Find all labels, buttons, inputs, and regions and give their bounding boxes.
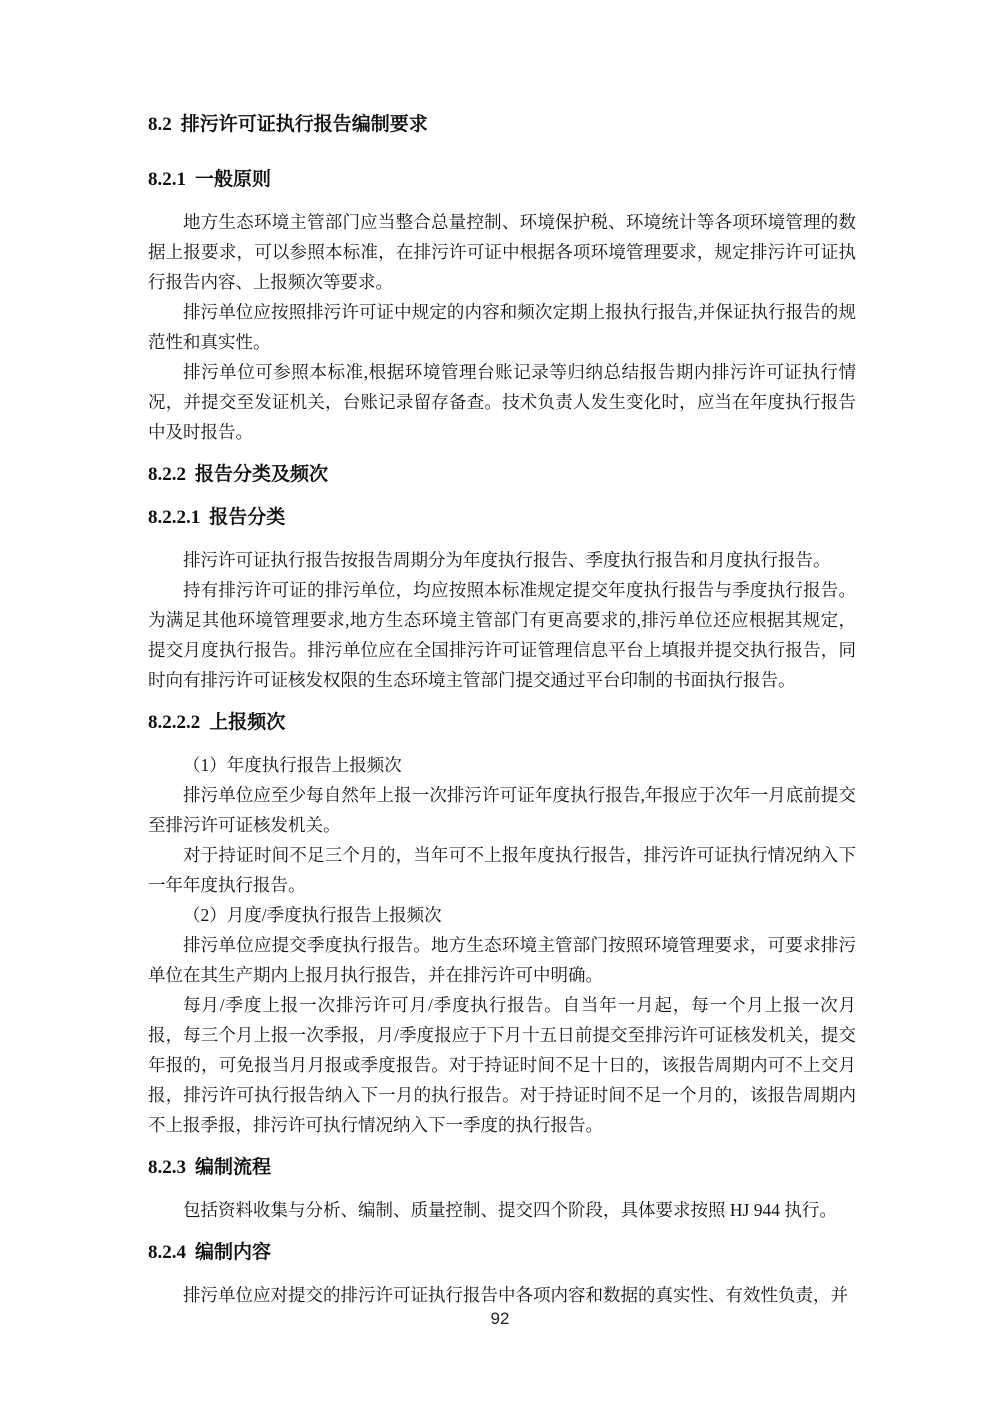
- heading-number: 8.2.2.1: [148, 507, 201, 528]
- paragraph: 排污单位可参照本标准,根据环境管理台账记录等归纳总结报告期内排污许可证执行情况，并提交至发证机关，台账记录留存备查。技术负责人发生变化时，应当在年度执行报告中及时报告。: [148, 362, 856, 442]
- heading-text: 上报频次: [209, 712, 286, 733]
- heading-number: 8.2: [148, 114, 172, 135]
- section-heading-8-2: [148, 110, 856, 140]
- paragraph: 排污单位应按照排污许可证中规定的内容和频次定期上报执行报告,并保证执行报告的规范性和真实性。: [148, 302, 856, 352]
- section-heading-8-2-2-1: [148, 503, 856, 533]
- list-item-1: （1）年度执行报告上报频次: [183, 755, 402, 775]
- paragraph: 持有排污许可证的排污单位，均应按照本标准规定提交年度执行报告与季度执行报告。为满足其他环境管理要求,地方生态环境主管部门有更高要求的,排污单位还应根据其规定，提交月度执行报告。排污单位应在全国排污许可证管理信息平台上填报并提交执行报告，同时向有排污许可证核发权限的生态环境主管部门提交通过平台印制的书面执行报告。: [148, 580, 856, 690]
- paragraph: 排污单位应提交季度执行报告。地方生态环境主管部门按照环境管理要求，可要求排污单位在其生产期内上报月执行报告，并在排污许可中明确。: [148, 935, 856, 985]
- heading-number: 8.2.3: [148, 1157, 186, 1178]
- section-heading-8-2-4: [148, 1238, 856, 1268]
- paragraph: 对于持证时间不足三个月的，当年可不上报年度执行报告，排污许可证执行情况纳入下一年年度执行报告。: [148, 845, 856, 895]
- paragraph: 排污单位应对提交的排污许可证执行报告中各项内容和数据的真实性、有效性负责，并: [183, 1285, 848, 1305]
- heading-number: 8.2.4: [148, 1242, 186, 1263]
- section-heading-8-2-3: [148, 1153, 856, 1183]
- heading-text: 一般原则: [195, 169, 272, 190]
- paragraph: 地方生态环境主管部门应当整合总量控制、环境保护税、环境统计等各项环境管理的数据上报要求，可以参照本标准，在排污许可证中根据各项环境管理要求，规定排污许可证执行报告内容、上报频次等要求。: [148, 212, 856, 292]
- heading-number: 8.2.2.2: [148, 712, 201, 733]
- heading-text: 排污许可证执行报告编制要求: [180, 114, 428, 135]
- section-heading-8-2-1: [148, 165, 856, 195]
- heading-number: 8.2.1: [148, 169, 186, 190]
- heading-number: 8.2.2: [148, 464, 186, 485]
- heading-text: 报告分类: [209, 507, 286, 528]
- list-item-2: （2）月度/季度执行报告上报频次: [183, 905, 442, 925]
- document-content: [148, 110, 856, 1310]
- heading-text: 报告分类及频次: [195, 464, 329, 485]
- paragraph: 每月/季度上报一次排污许可月/季度执行报告。自当年一月起，每一个月上报一次月报，每三个月上报一次季报，月/季度报应于下月十五日前提交至排污许可证核发机关，提交年报的，可免报当月月报或季度报告。对于持证时间不足十日的，该报告周期内可不上交月报，排污许可执行报告纳入下一月的执行报告。对于持证时间不足一个月的，该报告周期内不上报季报，排污许可执行情况纳入下一季度的执行报告。: [148, 995, 856, 1135]
- heading-text: 编制流程: [195, 1157, 272, 1178]
- section-heading-8-2-2: [148, 460, 856, 490]
- heading-text: 编制内容: [195, 1242, 272, 1263]
- section-heading-8-2-2-2: [148, 708, 856, 738]
- paragraph: 包括资料收集与分析、编制、质量控制、提交四个阶段，具体要求按照 HJ 944 执行。: [183, 1200, 837, 1220]
- paragraph: 排污单位应至少每自然年上报一次排污许可证年度执行报告,年报应于次年一月底前提交至排污许可证核发机关。: [148, 785, 856, 835]
- page-number: 92: [490, 1309, 510, 1328]
- paragraph: 排污许可证执行报告按报告周期分为年度执行报告、季度执行报告和月度执行报告。: [183, 550, 831, 570]
